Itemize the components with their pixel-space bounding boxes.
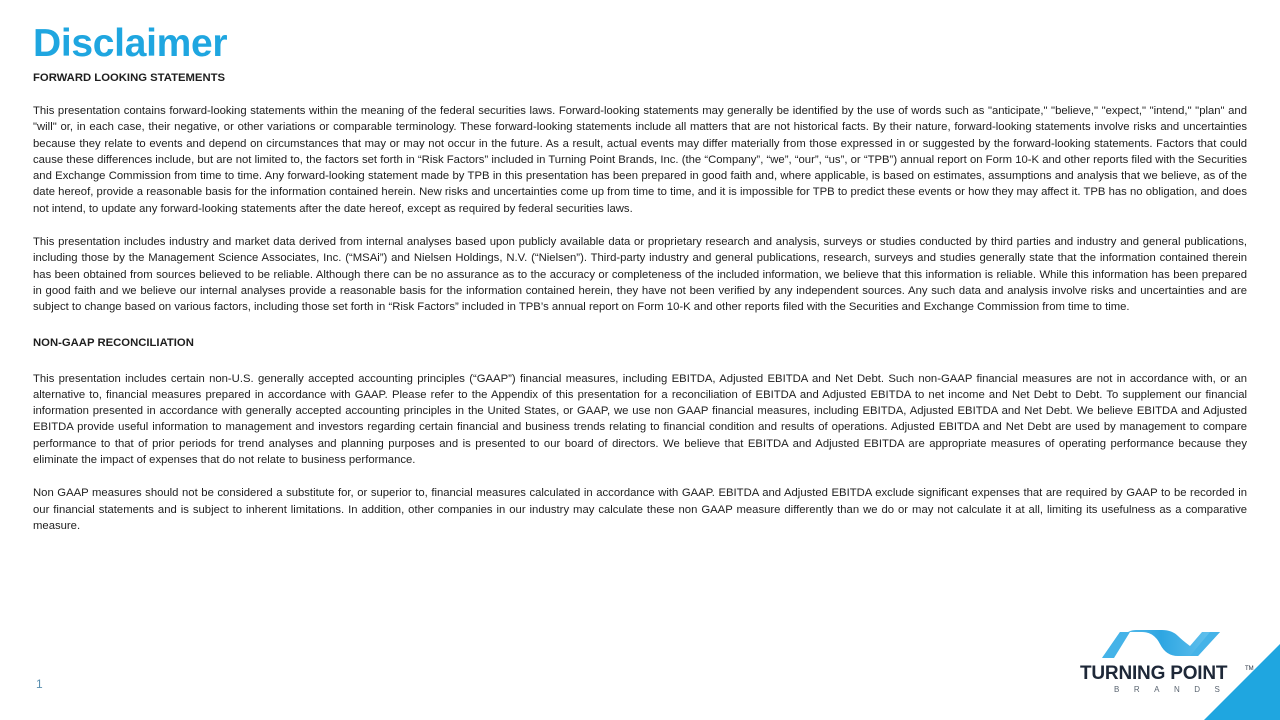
logo-name: TURNING POINT: [1080, 663, 1228, 684]
disclaimer-body: [33, 70, 1247, 534]
non-gaap-limitations-paragraph: Non GAAP measures should not be considered a substitute for, or superior to, financial measures calculated in accordance with GAAP. EBITDA and Adjusted EBITDA exclude significant expenses that are required by GAAP to be recorded in our financial statements and is subject to inherent limitations. In addition, other companies in our industry may calculate these non GAAP measure differently than we do or may not calculate it at all, limiting its usefulness as a comparative measure.: [33, 487, 1247, 532]
logo-wave-mark-icon: [1102, 630, 1220, 660]
logo-subtitle: BRANDS: [1114, 685, 1235, 694]
logo-trademark: TM: [1245, 666, 1254, 672]
page-number: 1: [36, 677, 43, 691]
forward-looking-paragraph: This presentation contains forward-looking statements within the meaning of the federal securities laws. Forward-looking statements may generally be identified by the use of words such as "anticipate," "believe," "expect," "intend," "plan" and "will" or, in each case, their negative, or other variations or comparable terminology. These forward-looking statements include all matters that are not historical facts. By their nature, forward-looking statements involve risks and uncertainties because they relate to events and depend on circumstances that may or may not occur in the future. As a result, actual events may differ materially from those expressed in or suggested by the forward-looking statements. Factors that could cause these differences include, but are not limited to, the factors set forth in “Risk Factors” included in Turning Point Brands, Inc. (the “Company”, “we”, “our”, “us”, or “TPB”) annual report on Form 10-K and other reports filed with the Securities and Exchange Commission from time to time. Any forward-looking statement made by TPB in this presentation has been prepared in good faith and, where applicable, is based on estimates, assumptions and analysis that we believe, as of the date hereof, provide a reasonable basis for the information contained herein. New risks and uncertainties come up from time to time, and it is impossible for TPB to predict these events or how they may affect it. TPB has no obligation, and does not intend, to update any forward-looking statements after the date hereof, except as required by federal securities laws.: [33, 105, 1247, 215]
non-gaap-paragraph: This presentation includes certain non-U.S. generally accepted accounting principles (“GAAP”) financial measures, including EBITDA, Adjusted EBITDA and Net Debt. Such non-GAAP financial measures are not in accordance with, or an alternative to, financial measures prepared in accordance with GAAP. Please refer to the Appendix of this presentation for a reconciliation of EBITDA and Adjusted EBITDA to net income and Net Debt to Debt. To supplement our financial information presented in accordance with generally accepted accounting principles in the United States, or GAAP, we use non GAAP financial measures, including EBITDA, Adjusted EBITDA and Net Debt. We believe EBITDA and Adjusted EBITDA provide useful information to management and investors regarding certain financial and business trends relating to financial condition and results of operations. Adjusted EBITDA and Net Debt are used by management to compare performance to that of prior periods for trend analyses and planning purposes and is presented to our board of directors. We believe that EBITDA and Adjusted EBITDA are appropriate measures of operating performance because they eliminate the impact of expenses that do not relate to business performance.: [33, 372, 1247, 467]
section-heading-non-gaap: NON-GAAP RECONCILIATION: [33, 336, 194, 349]
corner-accent-triangle: [1204, 644, 1280, 720]
industry-data-paragraph: This presentation includes industry and market data derived from internal analyses based upon publicly available data or proprietary research and analysis, surveys or studies conducted by third parties and industry and general publications, including those by the Management Science Associates, Inc. (“MSAi”) and Nielsen Holdings, N.V. (“Nielsen”). Third-party industry and general publications, research, surveys and studies generally state that the information contained therein has been obtained from sources believed to be reliable. Although there can be no assurance as to the accuracy or completeness of the included information, we believe that this information is reliable. While this information has been prepared in good faith and we believe our internal analyses provide a reasonable basis for the information contained herein, they have not been verified by any independent sources. Any such data and analysis involve risks and uncertainties and are subject to change based on various factors, including those set forth in “Risk Factors” included in TPB’s annual report on Form 10-K and other reports filed with the Securities and Exchange Commission from time to time.: [33, 236, 1247, 314]
page-title: Disclaimer: [33, 22, 228, 65]
section-heading-forward-looking: FORWARD LOOKING STATEMENTS: [33, 72, 226, 84]
